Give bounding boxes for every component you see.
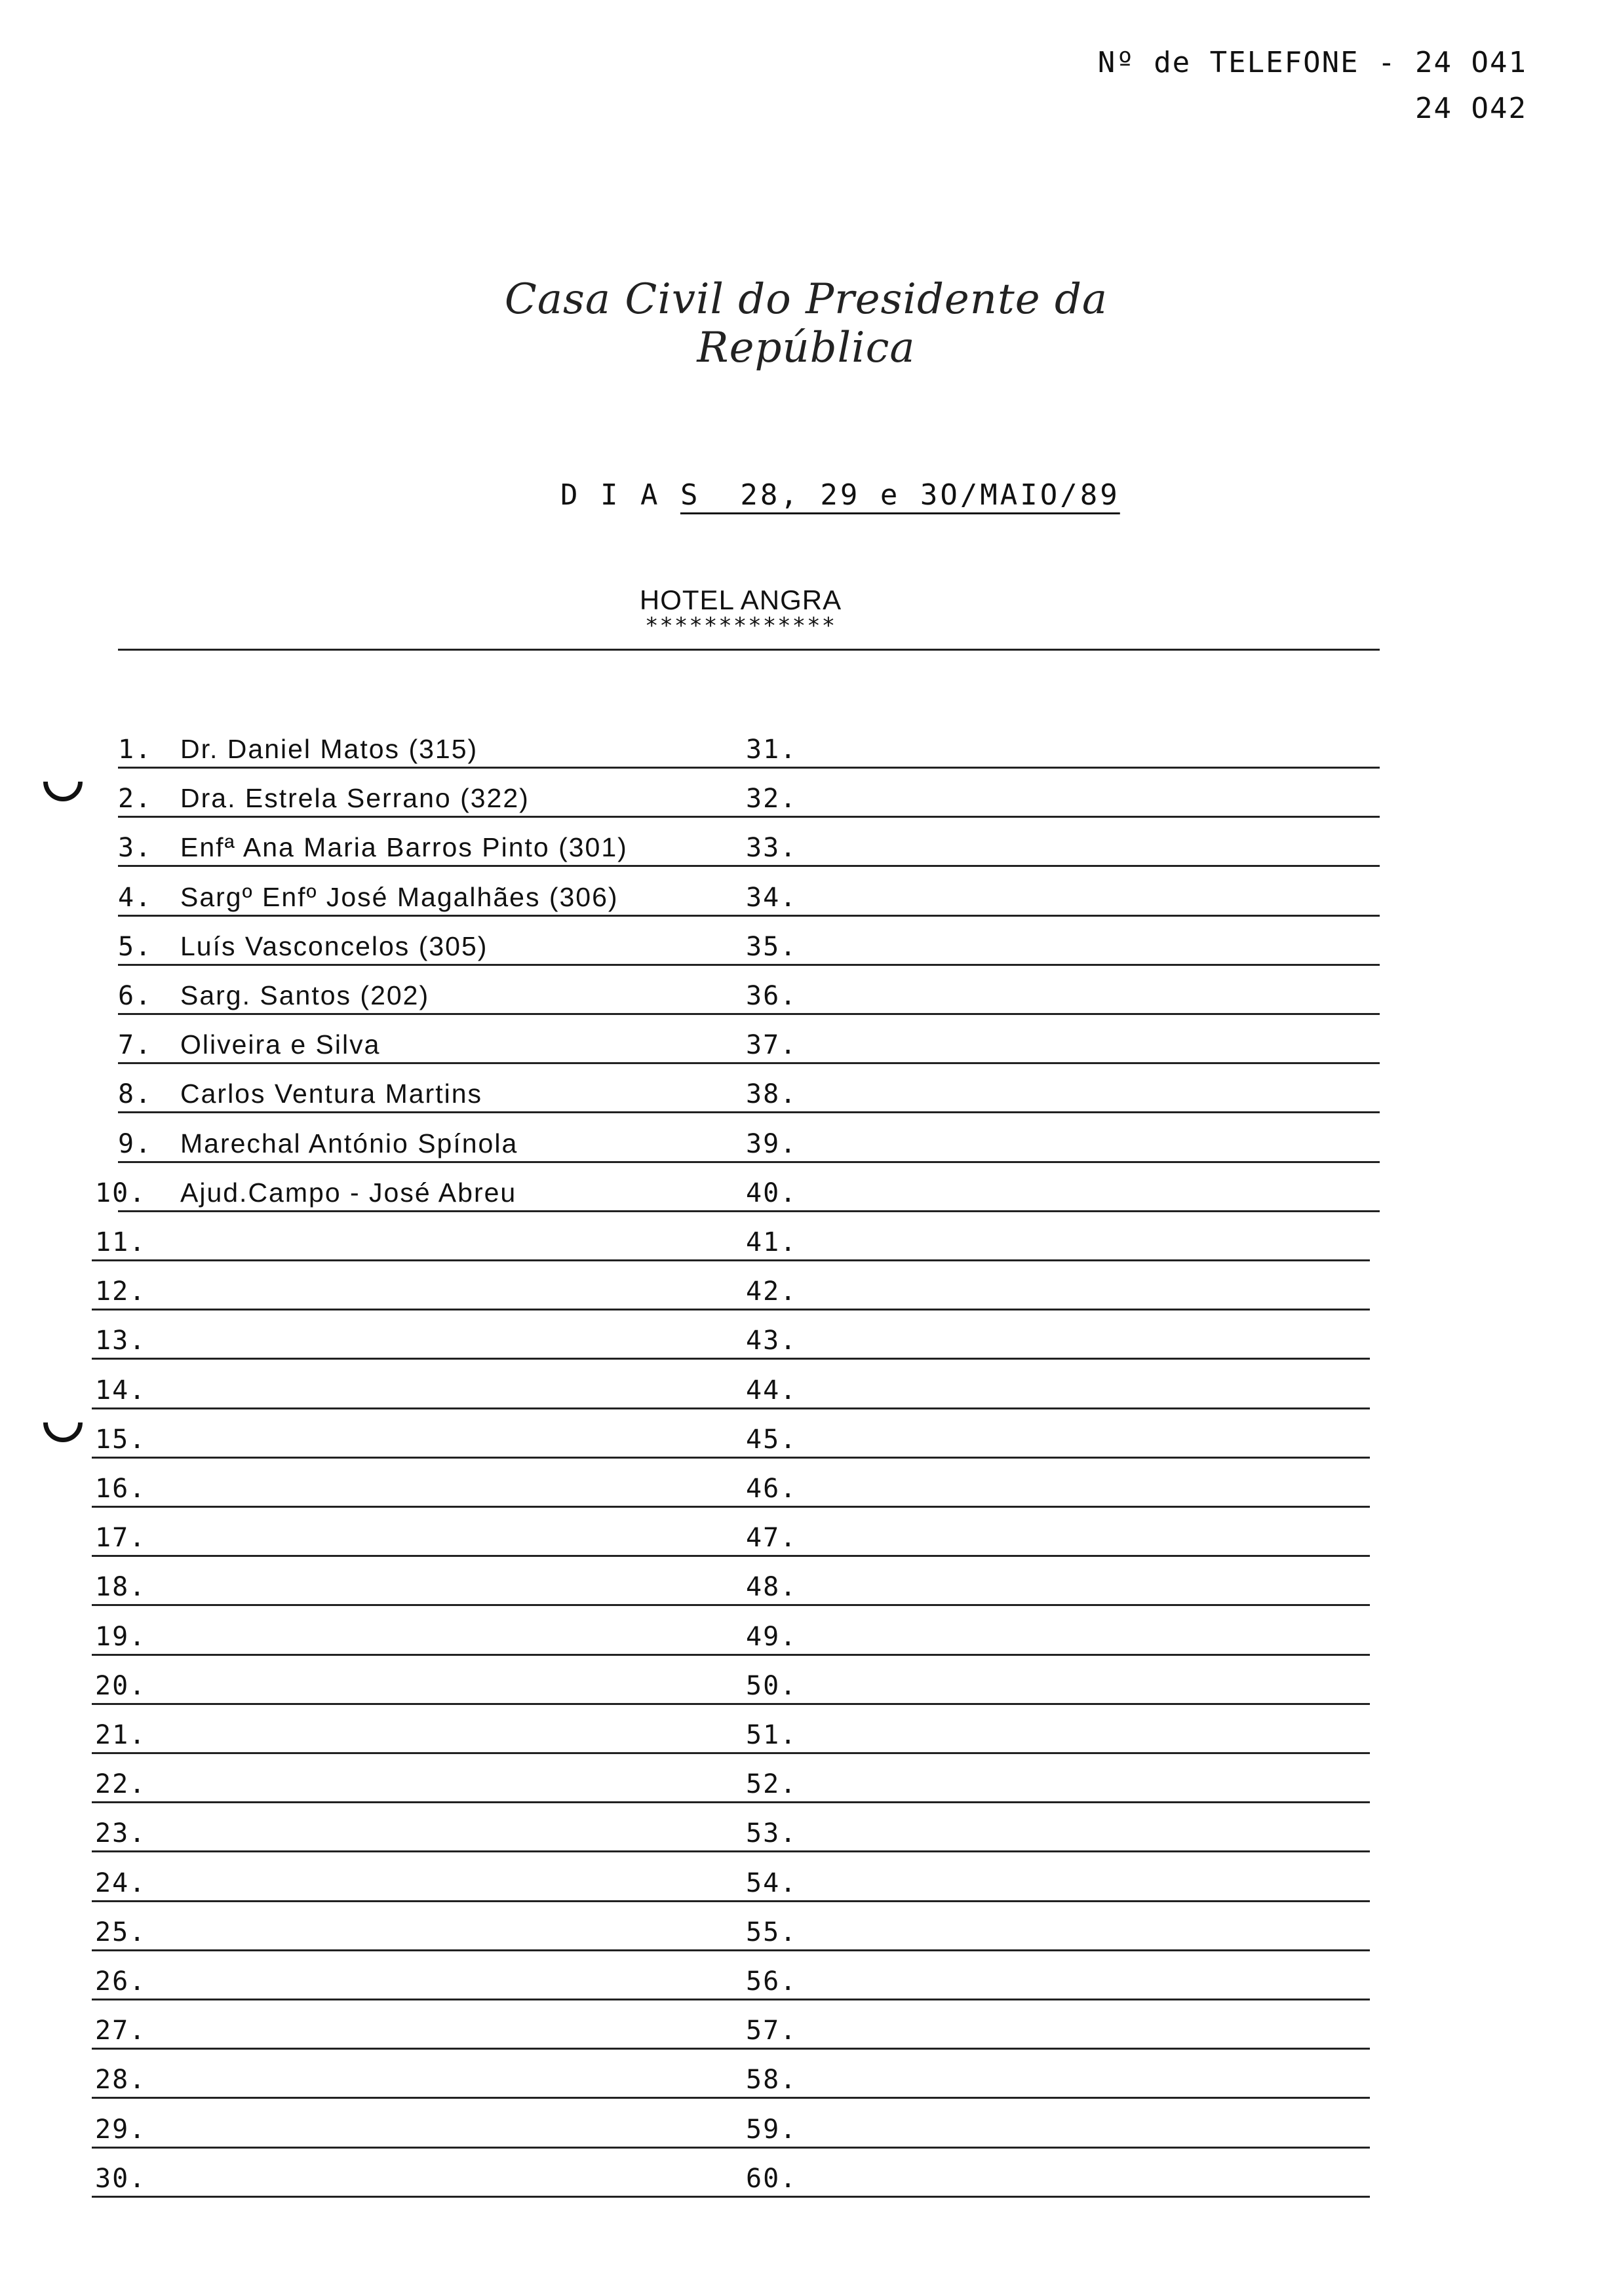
list-row	[0, 1360, 1615, 1409]
list-row	[0, 1015, 1615, 1064]
list-row	[0, 1163, 1615, 1212]
list-row	[0, 1557, 1615, 1606]
left-number: 13.	[95, 1326, 147, 1356]
guest-entry: Luís Vasconcelos (305)	[180, 930, 488, 961]
phone-line-1: Nº de TELEFONE - 24 O41	[1097, 46, 1527, 79]
left-number: 22.	[95, 1769, 147, 1800]
guest-entry: Dra. Estrela Serrano (322)	[180, 783, 530, 814]
list-row	[0, 1902, 1615, 1951]
left-number: 4.	[118, 882, 153, 913]
list-row	[0, 1656, 1615, 1705]
row-rule	[92, 2196, 1370, 2198]
right-number: 55.	[746, 1917, 798, 1947]
left-number: 12.	[95, 1276, 147, 1307]
list-row	[0, 1409, 1615, 1459]
right-number: 36.	[746, 981, 798, 1011]
left-number: 2.	[118, 784, 153, 814]
list-row	[0, 1754, 1615, 1803]
right-number: 33.	[746, 833, 798, 864]
list-row	[0, 1705, 1615, 1754]
guest-entry: Dr. Daniel Matos (315)	[180, 734, 478, 764]
list-row	[0, 966, 1615, 1015]
list-row	[0, 1261, 1615, 1311]
left-number: 1.	[118, 735, 153, 765]
left-number: 16.	[95, 1474, 147, 1504]
right-number: 58.	[746, 2065, 798, 2095]
list-row	[0, 1114, 1615, 1163]
left-number: 7.	[118, 1030, 153, 1061]
hotel-title: HOTEL ANGRA	[639, 584, 842, 615]
guest-entry: Sarg. Santos (202)	[180, 980, 430, 1010]
left-number: 29.	[95, 2114, 147, 2145]
list-row	[0, 1853, 1615, 1902]
right-number: 56.	[746, 1966, 798, 1997]
right-number: 45.	[746, 1424, 798, 1455]
left-number: 6.	[118, 981, 153, 1011]
right-number: 43.	[746, 1326, 798, 1356]
right-number: 46.	[746, 1474, 798, 1504]
right-number: 44.	[746, 1375, 798, 1406]
left-number: 15.	[95, 1424, 147, 1455]
left-number: 25.	[95, 1917, 147, 1947]
right-number: 34.	[746, 882, 798, 913]
right-number: 41.	[746, 1227, 798, 1257]
left-number: 10.	[95, 1177, 147, 1208]
right-number: 35.	[746, 931, 798, 962]
right-number: 52.	[746, 1769, 798, 1800]
guest-entry: Sargº Enfº José Magalhães (306)	[180, 881, 619, 912]
list-row	[0, 1508, 1615, 1557]
list-row	[0, 2000, 1615, 2050]
list-row	[0, 1064, 1615, 1113]
list-row	[0, 818, 1615, 867]
right-number: 38.	[746, 1079, 798, 1110]
list-row	[0, 1803, 1615, 1852]
list-row	[0, 2149, 1615, 2198]
right-number: 32.	[746, 784, 798, 814]
left-number: 30.	[95, 2163, 147, 2194]
list-row	[0, 1951, 1615, 2000]
guest-entry: Oliveira e Silva	[180, 1029, 381, 1060]
right-number: 39.	[746, 1128, 798, 1159]
guest-entry: Ajud.Campo - José Abreu	[180, 1177, 517, 1208]
list-row	[0, 719, 1615, 769]
left-number: 14.	[95, 1375, 147, 1406]
right-number: 47.	[746, 1523, 798, 1554]
left-number: 17.	[95, 1523, 147, 1554]
guest-entry: Enfª Ana Maria Barros Pinto (301)	[180, 832, 628, 863]
left-number: 21.	[95, 1720, 147, 1750]
dates-heading	[560, 478, 1120, 512]
left-number: 20.	[95, 1670, 147, 1701]
list-row	[0, 2050, 1615, 2099]
left-number: 8.	[118, 1079, 153, 1110]
list-row	[0, 1459, 1615, 1508]
list-row	[0, 769, 1615, 818]
right-number: 31.	[746, 735, 798, 765]
dates-underlined: S 28, 29 e 3O/MAIO/89	[680, 478, 1120, 512]
phone-line-2: 24 O42	[1415, 92, 1527, 125]
left-number: 5.	[118, 931, 153, 962]
list-row	[0, 1607, 1615, 1656]
right-number: 53.	[746, 1818, 798, 1849]
right-number: 40.	[746, 1177, 798, 1208]
list-row	[0, 868, 1615, 917]
left-number: 26.	[95, 1966, 147, 1997]
left-number: 11.	[95, 1227, 147, 1257]
left-number: 24.	[95, 1867, 147, 1898]
guest-entry: Carlos Ventura Martins	[180, 1079, 483, 1109]
right-number: 48.	[746, 1572, 798, 1603]
list-row	[0, 1311, 1615, 1360]
left-number: 23.	[95, 1818, 147, 1849]
list-row	[0, 917, 1615, 966]
dates-prefix: D I A	[560, 478, 680, 512]
right-number: 60.	[746, 2163, 798, 2194]
right-number: 49.	[746, 1621, 798, 1652]
right-number: 42.	[746, 1276, 798, 1307]
left-number: 18.	[95, 1572, 147, 1603]
right-number: 57.	[746, 2016, 798, 2046]
hotel-stars: *************	[644, 613, 837, 639]
letterhead: Casa Civil do Presidente da República	[504, 275, 1108, 372]
right-number: 59.	[746, 2114, 798, 2145]
right-number: 51.	[746, 1720, 798, 1750]
left-number: 9.	[118, 1128, 153, 1159]
left-number: 3.	[118, 833, 153, 864]
right-number: 37.	[746, 1030, 798, 1061]
phone-numbers	[983, 46, 1527, 138]
list-row	[0, 1212, 1615, 1261]
guest-entry: Marechal António Spínola	[180, 1128, 518, 1158]
header-rule	[118, 649, 1380, 651]
right-number: 50.	[746, 1670, 798, 1701]
left-number: 28.	[95, 2065, 147, 2095]
left-number: 19.	[95, 1621, 147, 1652]
list-row	[0, 2099, 1615, 2149]
right-number: 54.	[746, 1867, 798, 1898]
left-number: 27.	[95, 2016, 147, 2046]
